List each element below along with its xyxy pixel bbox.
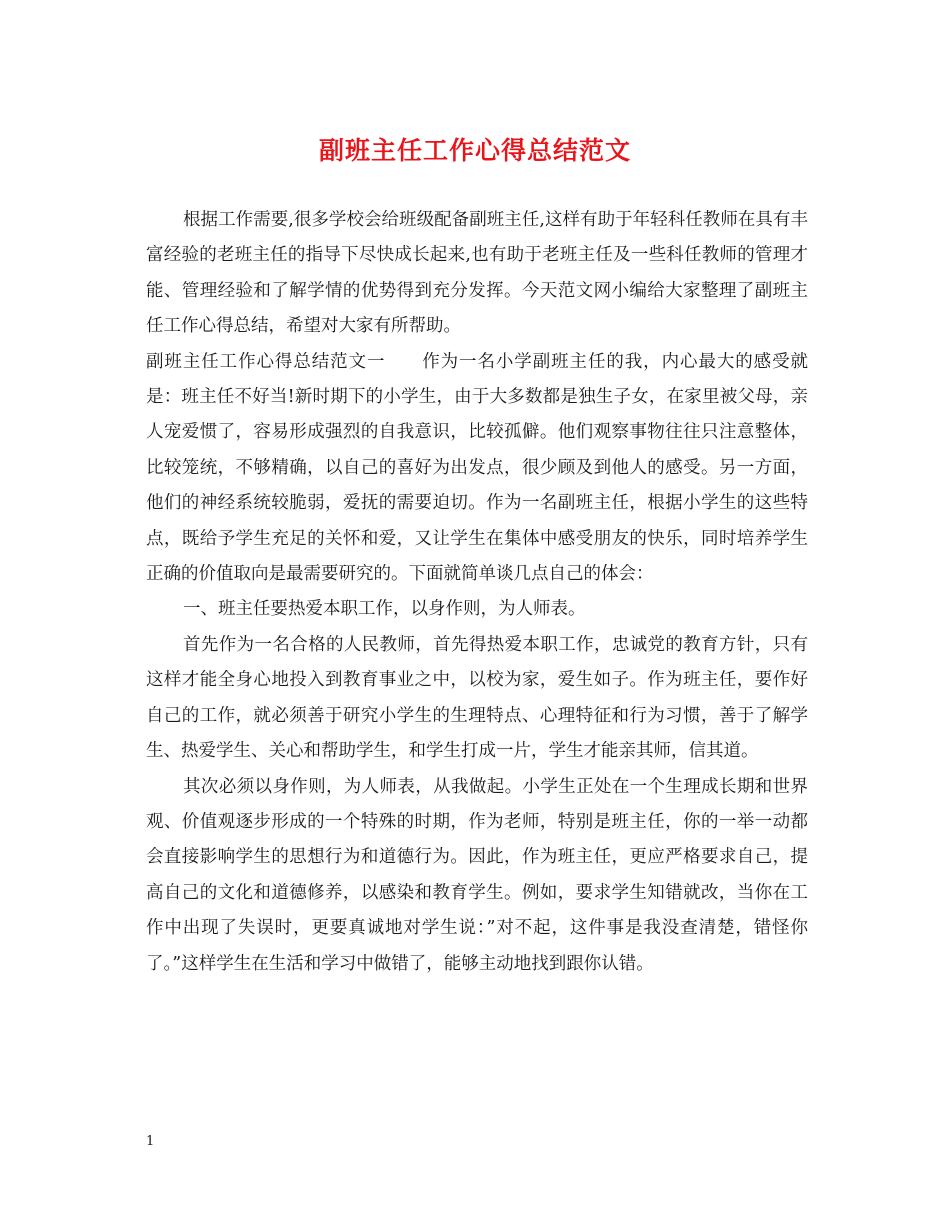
page-title: 副班主任工作心得总结范文 [318,136,631,165]
paragraph-set-example: 其次必须以身作则，为人师表，从我做起。小学生正处在一个生理成长期和世界观、价值观逐步形成的一个特殊的时期，作为老师，特别是班主任，你的一举一动都会直接影响学生的思想行为和道德行为。因此，作为班主任，更应严格要求自己，提高自己的文化和道德修养，以感染和教育学生。例如，要求学生知错就改，当你在工作中出现了失误时，更要真诚地对学生说：”对不起，这件事是我没查清楚，错怪你了。”这样学生在生活和学习中做错了，能够主动地找到跟你认错。 [146,776,808,974]
page-number: 1 [146,1134,155,1149]
paragraph-intro: 根据工作需要,很多学校会给班级配备副班主任,这样有助于年轻科任教师在具有丰富经验的老班主任的指导下尽快成长起来,也有助于老班主任及一些科任教师的管理才能、管理经验和了解学情的优势得到充分发挥。今天范文网小编给大家整理了副班主任工作心得总结，希望对大家有所帮助。 [146,210,808,337]
body-text [146,203,808,982]
paragraph-love-work: 首先作为一名合格的人民教师，首先得热爱本职工作，忠诚党的教育方针，只有这样才能全身心地投入到教育事业之中，以校为家，爱生如子。作为班主任，要作好自己的工作，就必须善于研究小学生的生理特点、心理特征和行为习惯，善于了解学生、热爱学生、关心和帮助学生，和学生打成一片，学生才能亲其师，信其道。 [146,634,808,762]
paragraph-sample-one: 副班主任工作心得总结范文一 作为一名小学副班主任的我，内心最大的感受就是：班主任不好当!新时期下的小学生，由于大多数都是独生子女，在家里被父母，亲人宠爱惯了，容易形成强烈的自我意识，比较孤僻。他们观察事物往往只注意整体，比较笼统，不够精确，以自己的喜好为出发点，很少顾及到他人的感受。另一方面，他们的神经系统较脆弱，爱抚的需要迫切。作为一名副班主任，根据小学生的这些特点，既给予学生充足的关怀和爱，又让学生在集体中感受朋友的快乐，同时培养学生正确的价值取向是最需要研究的。下面就简单谈几点自己的体会： [146,351,808,585]
paragraph-heading-one: 一、班主任要热爱本职工作，以身作则，为人师表。 [183,599,586,620]
